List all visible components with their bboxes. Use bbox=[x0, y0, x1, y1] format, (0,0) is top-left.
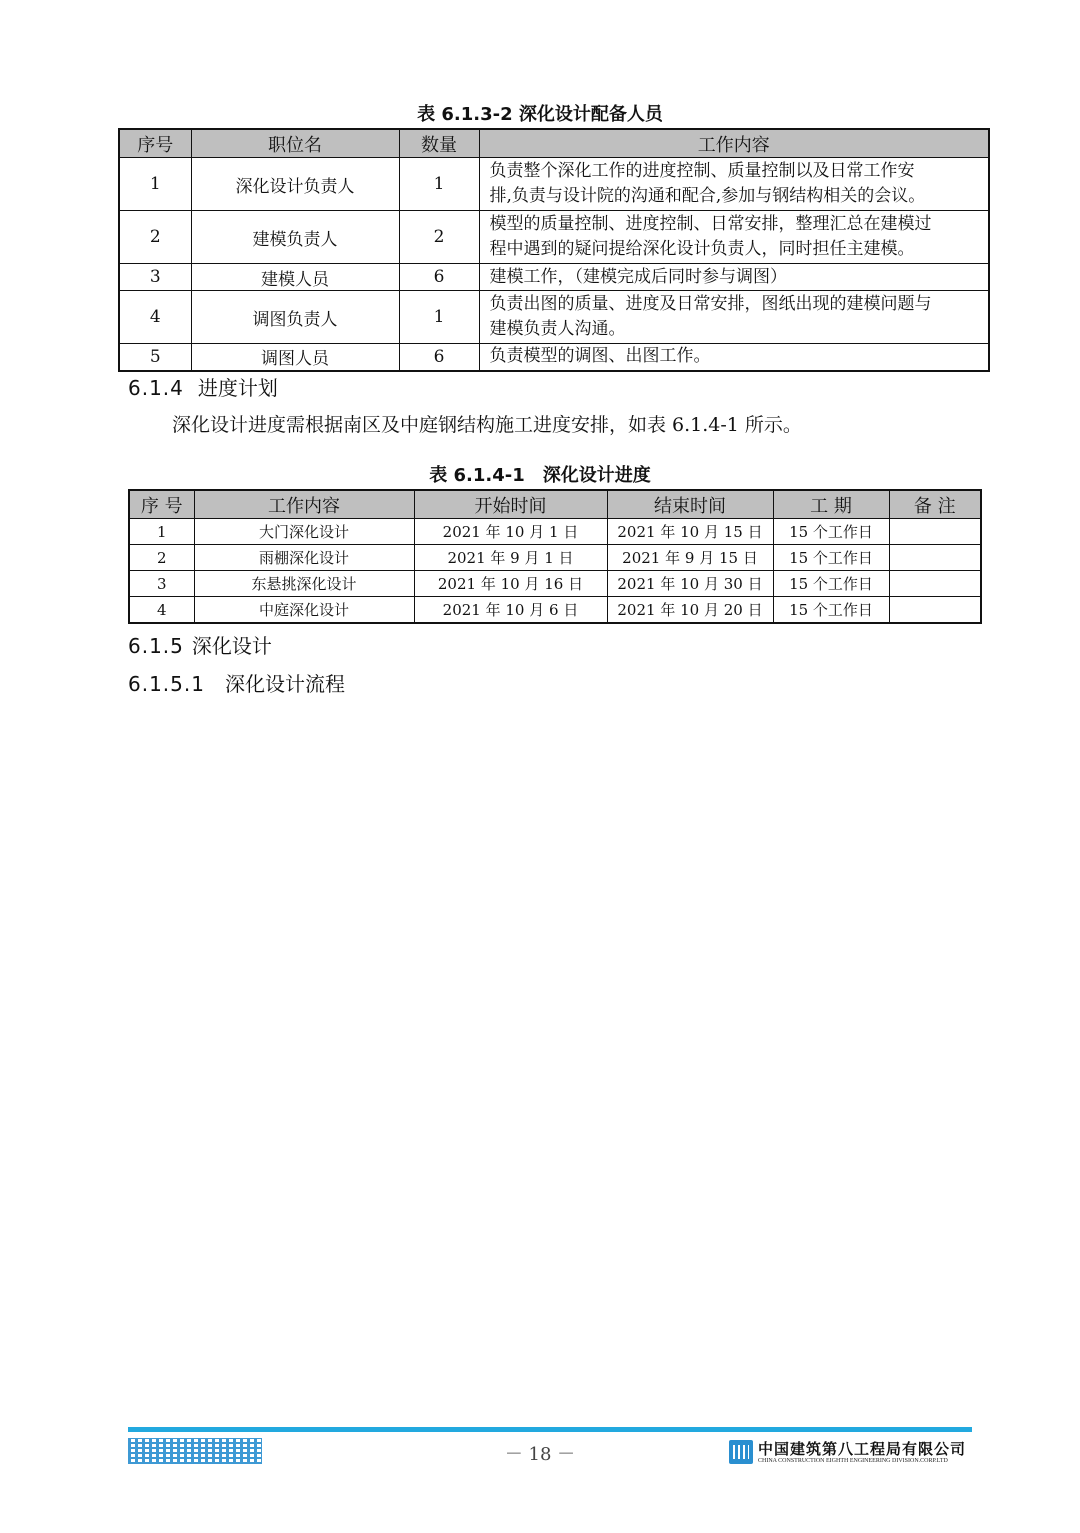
work-line: 负责模型的调图、出图工作。 bbox=[489, 346, 711, 367]
page-number: － 18 － bbox=[504, 1444, 576, 1465]
row-no: 2 bbox=[129, 545, 194, 571]
table-row bbox=[129, 545, 981, 571]
row-no: 3 bbox=[119, 264, 191, 291]
section-title: 深化设计 bbox=[191, 634, 272, 658]
header-start: 开始时间 bbox=[414, 490, 607, 519]
row-start: 2021 年 10 月 1 日 bbox=[414, 519, 607, 545]
row-no: 5 bbox=[119, 344, 191, 371]
row-duration: 15 个工作日 bbox=[773, 597, 889, 624]
company-name-cn: 中国建筑第八工程局有限公司 bbox=[758, 1440, 967, 1458]
schedule-table bbox=[128, 489, 982, 624]
section-number: 6.1.5 bbox=[128, 634, 184, 658]
work-line: 负责出图的质量、进度及日常安排，图纸出现的建模问题与 bbox=[489, 294, 932, 314]
row-no: 4 bbox=[129, 597, 194, 624]
table-row bbox=[129, 519, 981, 545]
table-row bbox=[119, 344, 989, 371]
work-line: 模型的质量控制、进度控制、日常安排，整理汇总在建模过 bbox=[489, 214, 932, 234]
table-row bbox=[119, 158, 989, 211]
row-duration: 15 个工作日 bbox=[773, 545, 889, 571]
header-work-content: 工作内容 bbox=[479, 129, 989, 158]
section-title: 进度计划 bbox=[197, 376, 278, 400]
work-line: 程中遇到的疑问提给深化设计负责人，同时担任主建模。 bbox=[489, 239, 915, 259]
row-note bbox=[889, 519, 981, 545]
section-number: 6.1.4 bbox=[128, 376, 184, 400]
row-task: 大门深化设计 bbox=[194, 519, 414, 545]
row-start: 2021 年 10 月 16 日 bbox=[414, 571, 607, 597]
staffing-table bbox=[118, 128, 990, 372]
row-no: 2 bbox=[119, 211, 191, 264]
header-note: 备 注 bbox=[889, 490, 981, 519]
row-no: 1 bbox=[129, 519, 194, 545]
row-work-content bbox=[479, 344, 989, 371]
table2-caption: 表 6.1.4-1 深化设计进度 bbox=[429, 465, 651, 486]
row-note bbox=[889, 597, 981, 624]
table-row bbox=[129, 597, 981, 624]
work-line: 负责整个深化工作的进度控制、质量控制以及日常工作安 bbox=[489, 161, 915, 181]
row-position: 深化设计负责人 bbox=[191, 158, 399, 211]
row-note bbox=[889, 545, 981, 571]
header-end: 结束时间 bbox=[607, 490, 773, 519]
row-position: 建模人员 bbox=[191, 264, 399, 291]
row-duration: 15 个工作日 bbox=[773, 519, 889, 545]
header-no: 序 号 bbox=[129, 490, 194, 519]
row-count: 1 bbox=[399, 291, 479, 344]
row-end: 2021 年 10 月 20 日 bbox=[607, 597, 773, 624]
row-end: 2021 年 10 月 30 日 bbox=[607, 571, 773, 597]
row-end: 2021 年 10 月 15 日 bbox=[607, 519, 773, 545]
row-work-content bbox=[479, 264, 989, 291]
row-start: 2021 年 10 月 6 日 bbox=[414, 597, 607, 624]
row-no: 1 bbox=[119, 158, 191, 211]
table-row bbox=[119, 211, 989, 264]
row-end: 2021 年 9 月 15 日 bbox=[607, 545, 773, 571]
section-title: 深化设计流程 bbox=[224, 672, 345, 696]
header-duration: 工 期 bbox=[773, 490, 889, 519]
section-heading-6-1-5 bbox=[128, 633, 272, 659]
section-heading-6-1-5-1 bbox=[128, 671, 345, 697]
body-paragraph: 深化设计进度需根据南区及中庭钢结构施工进度安排，如表 6.1.4-1 所示。 bbox=[172, 414, 802, 436]
row-work-content bbox=[479, 158, 989, 211]
row-duration: 15 个工作日 bbox=[773, 571, 889, 597]
company-name-en: CHINA CONSTRUCTION EIGHTH ENGINEERING DIVISION.CORP.LTD bbox=[758, 1458, 948, 1464]
row-work-content bbox=[479, 291, 989, 344]
table1-caption: 表 6.1.3-2 深化设计配备人员 bbox=[417, 104, 663, 125]
header-position: 职位名 bbox=[191, 129, 399, 158]
work-line: 排,负责与设计院的沟通和配合,参加与钢结构相关的会议。 bbox=[489, 186, 926, 206]
company-logo-icon bbox=[729, 1440, 753, 1464]
row-position: 调图人员 bbox=[191, 344, 399, 371]
footer-rule bbox=[128, 1427, 972, 1432]
row-task: 中庭深化设计 bbox=[194, 597, 414, 624]
row-position: 建模负责人 bbox=[191, 211, 399, 264]
row-task: 雨棚深化设计 bbox=[194, 545, 414, 571]
row-count: 2 bbox=[399, 211, 479, 264]
row-no: 4 bbox=[119, 291, 191, 344]
row-start: 2021 年 9 月 1 日 bbox=[414, 545, 607, 571]
table-row bbox=[119, 264, 989, 291]
header-count: 数量 bbox=[399, 129, 479, 158]
row-task: 东悬挑深化设计 bbox=[194, 571, 414, 597]
table-row bbox=[129, 571, 981, 597]
work-line: 建模工作，（建模完成后同时参与调图） bbox=[489, 266, 787, 287]
row-position: 调图负责人 bbox=[191, 291, 399, 344]
row-count: 1 bbox=[399, 158, 479, 211]
header-task: 工作内容 bbox=[194, 490, 414, 519]
section-heading-6-1-4 bbox=[128, 375, 278, 401]
work-line: 建模负责人沟通。 bbox=[489, 319, 626, 339]
header-no: 序号 bbox=[119, 129, 191, 158]
table-header-row bbox=[119, 129, 989, 158]
table-row bbox=[119, 291, 989, 344]
row-no: 3 bbox=[129, 571, 194, 597]
row-note bbox=[889, 571, 981, 597]
row-count: 6 bbox=[399, 264, 479, 291]
section-number: 6.1.5.1 bbox=[128, 672, 205, 696]
row-count: 6 bbox=[399, 344, 479, 371]
row-work-content bbox=[479, 211, 989, 264]
table-header-row bbox=[129, 490, 981, 519]
